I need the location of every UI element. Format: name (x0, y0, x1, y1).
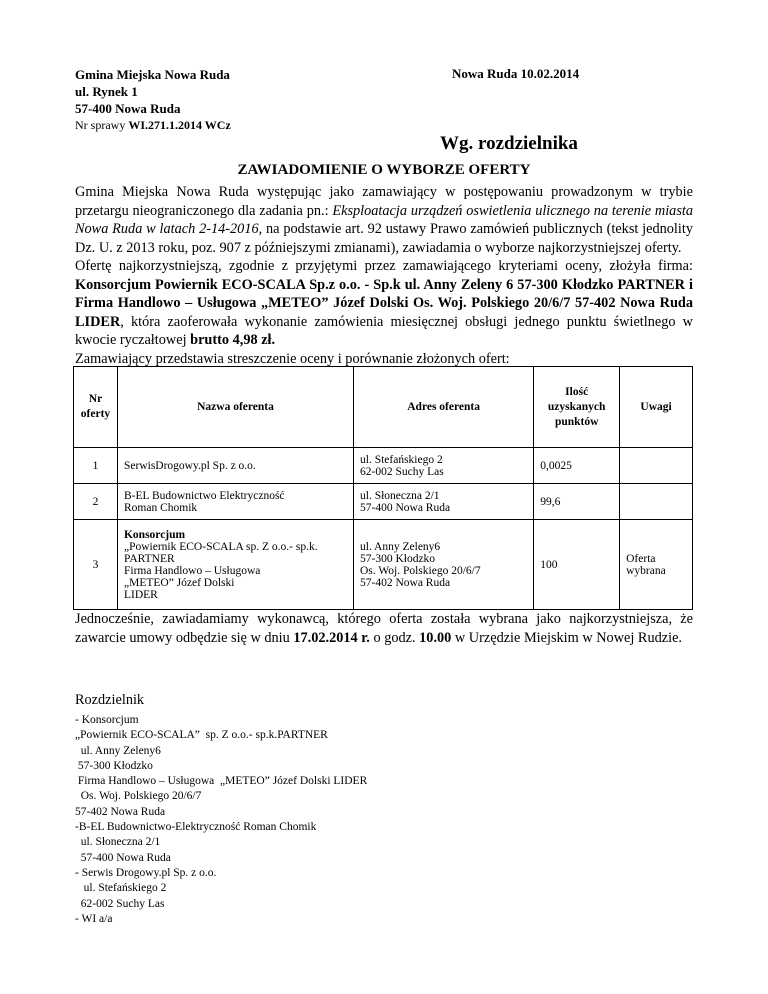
distribution-line: 57-402 Nowa Ruda (75, 805, 166, 818)
cell-notes: Oferta wybrana (620, 520, 693, 610)
cell-nr: 3 (74, 520, 118, 610)
cell-name (117, 448, 353, 484)
cell-points: 99,6 (534, 484, 620, 520)
distribution-line: Os. Woj. Polskiego 20/6/7 (75, 790, 202, 803)
case-label: Nr sprawy (75, 118, 126, 132)
cell-name-line: Firma Handlowo – Usługowa (123, 564, 261, 577)
distribution-line: 62-002 Suchy Las (75, 897, 165, 910)
task-name: Eksploatacja urządzeń oswietlenia ulicznego na terenie miasta Nowa Ruda w latach 2-14-2016 (75, 202, 694, 237)
notice-text-2: o godz. (369, 629, 420, 646)
distribution-heading: Rozdzielnik (75, 692, 145, 708)
cell-name-line: Roman Chomik (123, 501, 198, 514)
distribution-line: 57-300 Kłodzko (75, 759, 153, 772)
sender-block (75, 66, 231, 134)
distribution-line: 57-400 Nowa Ruda (75, 851, 171, 864)
header-notes: Uwagi (620, 367, 693, 448)
distribution-line: - WI a/a (75, 912, 113, 925)
table-header-row (74, 367, 693, 448)
offers-table (73, 366, 693, 610)
cell-address (354, 484, 534, 520)
distribution-line: Firma Handlowo – Usługowa „METEO” Józef Dolski LIDER (75, 775, 368, 788)
case-number: WI.271.1.2014 WCz (128, 118, 231, 132)
winner-name: Konsorcjum Powiernik ECO-SCALA Sp.z o.o. - Sp.k ul. Anny Zeleny 6 57-300 Kłodzko PARTNER i Firma Handlowo – Usługowa „METEO” Józef Dolski Os. Woj. Polskiego 20/6/7 57-402 Nowa Ruda LIDER (75, 276, 693, 330)
intro-paragraph-3: Zamawiający przedstawia streszczenie oceny i porównanie złożonych ofert: (75, 350, 510, 367)
cell-nr: 2 (74, 484, 118, 520)
cell-address-line: ul. Stefańskiego 2 (360, 453, 443, 466)
cell-address-line: Os. Woj. Polskiego 20/6/7 (360, 564, 481, 577)
header-name: Nazwa oferenta (117, 367, 353, 448)
header-nr: Nr oferty (74, 367, 118, 448)
cell-address-line: ul. Słoneczna 2/1 (360, 489, 440, 502)
distribution-line: ul. Stefańskiego 2 (75, 882, 167, 895)
distribution-line: -B-EL Budownictwo-Elektryczność Roman Chomik (75, 821, 317, 834)
cell-address-line: ul. Anny Zeleny6 (360, 540, 441, 553)
cell-address-line: 57-402 Nowa Ruda (360, 576, 451, 589)
cell-name-bold: Konsorcjum (123, 528, 186, 541)
intro-paragraph-1 (75, 183, 693, 257)
cell-name-line: SerwisDrogowy.pl Sp. z o.o. (123, 459, 256, 472)
distribution-line: - Konsorcjum (75, 714, 139, 726)
sender-street: ul. Rynek 1 (75, 84, 138, 99)
signing-time: 10.00 (419, 629, 452, 646)
signing-date: 17.02.2014 r. (293, 629, 370, 646)
cell-name-line: „METEO” Józef Dolski (123, 576, 235, 589)
distribution-line: „Powiernik ECO-SCALA” sp. Z o.o.- sp.k.PARTNER (75, 729, 328, 742)
intro-p2-text-2: , która zaoferowała wykonanie zamówienia miesięcznej obsługi jednego punktu świetlnego w kwocie ryczałtowej (75, 313, 693, 348)
cell-nr: 1 (74, 448, 118, 484)
notice-text: Jednocześnie, zawiadamiamy wykonawcą, którego oferta została wybrana jako najkorzystniejsza, że zawarcie umowy odbędzie się w dniu (75, 611, 693, 646)
cell-points: 0,0025 (534, 448, 620, 484)
cell-name-line: B-EL Budownictwo Elektryczność (123, 489, 285, 502)
winner-price: brutto 4,98 zł. (190, 332, 276, 348)
header-address: Adres oferenta (354, 367, 534, 448)
cell-notes (620, 484, 693, 520)
cell-notes (620, 448, 693, 484)
recipient: Wg. rozdzielnika (440, 133, 578, 154)
cell-name-line: „Powiernik ECO-SCALA sp. Z o.o.- sp.k. (123, 540, 318, 553)
cell-address (354, 520, 534, 610)
intro-paragraph-2 (75, 257, 693, 350)
cell-name-line: PARTNER (123, 552, 175, 565)
cell-address-line: 62-002 Suchy Las (360, 465, 444, 478)
distribution-line: ul. Anny Zeleny6 (75, 744, 161, 757)
cell-address (354, 448, 534, 484)
cell-points: 100 (534, 520, 620, 610)
cell-name (117, 520, 353, 610)
distribution-list (75, 713, 367, 927)
intro-text (75, 183, 693, 368)
document-title: ZAWIADOMIENIE O WYBORZE OFERTY (237, 162, 531, 178)
distribution-line: ul. Słoneczna 2/1 (75, 836, 161, 849)
intro-p1-text: Gmina Miejska Nowa Ruda występując jako zamawiający w postępowaniu prowadzonym w trybie przetargu nieograniczonego dla zadania pn.: (75, 184, 693, 219)
cell-address-line: 57-300 Kłodzko (360, 552, 436, 565)
cell-name-line: LIDER (123, 588, 158, 601)
table-row (74, 448, 693, 484)
table-row (74, 484, 693, 520)
intro-p2-text: Ofertę najkorzystniejszą, zgodnie z przyjętymi przez zamawiającego kryteriami oceny, złożyła firma: (75, 258, 693, 274)
notice-text-3: w Urzędzie Miejskim w Nowej Rudzie. (451, 629, 682, 646)
header-points: Ilość uzyskanych punktów (534, 367, 620, 448)
case-number-line (75, 117, 231, 134)
distribution-line: - Serwis Drogowy.pl Sp. z o.o. (75, 866, 217, 879)
notice-paragraph (75, 610, 693, 647)
intro-p1-text-2: , na podstawie art. 92 ustawy Prawo zamówień publicznych (tekst jednolity Dz. U. z 2013 roku, poz. 907 z późniejszymi zmianami), zawiadamia o wyborze najkorzystniejszej oferty. (75, 221, 693, 256)
table-row (74, 520, 693, 610)
cell-name (117, 484, 353, 520)
sender-name: Gmina Miejska Nowa Ruda (75, 67, 230, 82)
cell-address-line: 57-400 Nowa Ruda (360, 501, 451, 514)
signing-notice (75, 610, 693, 647)
document-date: Nowa Ruda 10.02.2014 (452, 66, 580, 81)
sender-city: 57-400 Nowa Ruda (75, 101, 181, 116)
